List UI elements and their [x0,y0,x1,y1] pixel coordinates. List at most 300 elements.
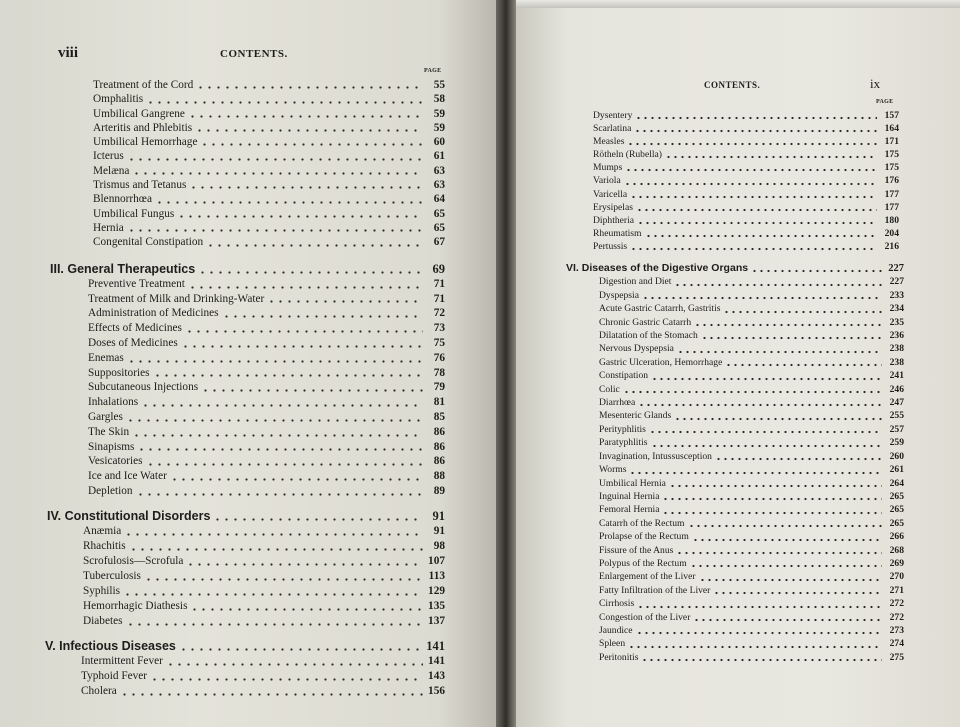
entry-title: Hemorrhagic Diathesis [83,600,188,612]
entry-title: Invagination, Intussusception [599,450,712,462]
page-number: 227 [889,276,904,288]
entry-title: Typhoid Fever [81,670,148,682]
dot-leader [690,561,882,571]
toc-entry [93,107,445,121]
dot-leader [132,428,423,439]
toc-entry [566,396,904,409]
dot-leader [693,614,882,624]
dot-leader [637,217,877,227]
toc-group [45,639,445,699]
toc-entry [566,409,904,422]
toc-entry [566,597,904,610]
dot-leader [195,124,423,135]
section-title: VI. Diseases of the Digestive Organs [566,262,749,274]
toc-entry [566,342,904,355]
page-number: 91 [432,509,445,523]
toc-entry [593,188,899,201]
toc-entry [50,425,445,440]
dot-leader [123,588,423,599]
toc-entry [566,490,904,503]
page-number: 266 [889,531,904,543]
entry-title: Spleen [599,638,626,650]
dot-leader [144,573,423,584]
page-number: 64 [433,193,445,206]
dot-leader [188,280,423,291]
toc-entry [93,192,445,206]
dot-leader [723,306,882,316]
entry-title: Catarrh of the Rectum [599,517,685,529]
entry-title: Rheumatism [593,227,642,239]
page-number: 265 [889,504,904,516]
toc-entry [50,395,445,410]
dot-leader [146,458,423,469]
toc-entry [566,289,904,302]
toc-entry [566,369,904,382]
dot-leader [638,400,882,410]
entry-title: Vesicatories [88,455,143,468]
entry-title: Fatty Infiltration of the Liver [599,584,711,596]
dot-leader [185,325,423,336]
toc-entry [50,469,445,484]
toc-entry [50,277,445,292]
page-number: 247 [889,397,904,409]
toc-entry [566,530,904,543]
entry-title: Rhachitis [83,540,126,552]
toc-entry [593,240,899,253]
dot-leader [189,181,423,192]
dot-leader [651,440,883,450]
page-number: 156 [428,685,445,697]
toc-entry [593,109,899,122]
dot-leader [206,238,423,249]
toc-entry [566,557,904,570]
page-number: 255 [889,410,904,422]
entry-title: Effects of Medicines [88,322,182,335]
entry-title: Measles [593,136,625,148]
page-number: 137 [428,615,445,627]
page-number: 273 [889,624,904,636]
page-number: 67 [433,236,445,249]
entry-title: Doses of Medicines [88,336,178,349]
entry-title: Omphalitis [93,93,144,106]
page-number: 141 [426,639,445,653]
dot-leader [677,346,882,356]
toc-entry [566,477,904,490]
dot-leader [222,310,423,321]
page-number: 270 [889,571,904,583]
section-heading [47,509,445,524]
dot-leader [153,369,423,380]
dot-leader [136,487,423,498]
entry-title: Cirrhosis [599,598,635,610]
entry-title: Pertussis [593,240,628,252]
entry-title: Ice and Ice Water [88,470,167,483]
dot-leader [126,618,423,629]
toc-entry [93,121,445,135]
page-number: 216 [884,240,899,252]
page-number: 177 [884,188,899,200]
toc-entry [566,651,904,664]
dot-leader [267,295,423,306]
section-title: IV. Constitutional Disorders [47,509,211,523]
page-number: 71 [433,292,445,305]
toc-entry [93,235,445,249]
entry-title: Erysipelas [593,201,633,213]
dot-leader [624,178,877,188]
entry-title: Nervous Dyspepsia [599,343,674,355]
entry-title: Tuberculosis [83,570,141,582]
entry-title: Chronic Gastric Catarrh [599,316,692,328]
toc-entry [566,517,904,530]
dot-leader [127,152,423,163]
entry-title: Melæna [93,164,130,177]
entry-title: Treatment of Milk and Drinking-Water [88,292,265,305]
page-number: 63 [433,179,445,192]
page-number: 233 [889,289,904,301]
page-number: 235 [889,316,904,328]
toc-group [566,262,904,664]
right-page-column-label: PAGE [876,99,894,105]
page-number: 135 [428,600,445,612]
entry-title: Dilatation of the Stomach [599,330,698,342]
section-heading [45,639,445,654]
entry-title: Subcutaneous Injections [88,381,199,394]
entry-title: Syphilis [83,585,121,597]
toc-entry [45,684,445,699]
entry-title: Diphtheria [593,214,635,226]
dot-leader [674,279,882,289]
dot-leader [155,195,423,206]
toc-entry [47,524,445,539]
toc-entry [593,161,899,174]
page-number: 260 [889,450,904,462]
page-number: 72 [433,307,445,320]
toc-entry [47,539,445,554]
page-number: 257 [889,423,904,435]
toc-entry [50,351,445,366]
dot-leader [649,427,882,437]
page-number: 113 [428,570,445,582]
dot-leader [751,265,882,276]
toc-entry [566,356,904,369]
page-number: 157 [884,110,899,121]
left-page-column-label: PAGE [424,68,442,74]
entry-title: Peritonitis [599,651,639,663]
entry-title: Congenital Constipation [93,236,204,249]
entry-title: Worms [599,464,627,476]
toc-entry [50,410,445,425]
toc-entry [566,544,904,557]
entry-title: Icterus [93,150,124,163]
page-number: 89 [433,484,445,497]
entry-title: Dysentery [593,110,633,121]
toc-entry [566,275,904,288]
page-number: 175 [884,162,899,174]
page-number: 85 [433,410,445,423]
dot-leader [623,386,882,396]
section-title: V. Infectious Diseases [45,639,176,653]
page-number: 204 [884,227,899,239]
toc-entry [93,178,445,192]
dot-leader [701,333,882,343]
toc-entry [566,450,904,463]
dot-leader [676,547,882,557]
page-number: 78 [433,366,445,379]
toc-entry [50,321,445,336]
toc-entry [566,624,904,637]
dot-leader [630,191,877,201]
toc-entry [593,214,899,227]
toc-group [93,78,445,250]
page-number: 98 [433,540,445,552]
page-number: 81 [433,396,445,409]
toc-entry [593,201,899,214]
page-number: 234 [889,303,904,315]
page-number: 107 [428,555,445,567]
page-number: 69 [432,262,445,276]
dot-leader [196,81,423,92]
toc-entry [93,221,445,235]
entry-title: Administration of Medicines [88,307,219,320]
entry-title: Femoral Hernia [599,504,660,516]
entry-title: Umbilical Fungus [93,207,175,220]
entry-title: Scarlatina [593,123,632,135]
entry-title: Umbilical Hemorrhage [93,136,198,149]
entry-title: Mesenteric Glands [599,410,672,422]
section-title: III. General Therapeutics [50,262,196,276]
dot-leader [213,512,423,525]
entry-title: Varicella [593,188,628,200]
dot-leader [629,467,882,477]
toc-entry [93,149,445,163]
page-number: 75 [433,336,445,349]
dot-leader [630,243,877,253]
entry-title: Prolapse of the Rectum [599,531,689,543]
toc-entry [50,484,445,499]
toc-entry [566,423,904,436]
page-number: 79 [433,381,445,394]
section-heading [566,262,904,275]
entry-title: Dyspepsia [599,289,639,301]
toc-entry [50,306,445,321]
entry-title: Hernia [93,221,124,234]
entry-title: Jaundice [599,624,633,636]
page-number: 274 [889,638,904,650]
entry-title: Anæmia [83,525,122,537]
page-number: 58 [433,93,445,106]
toc-entry [47,584,445,599]
toc-entry [566,611,904,624]
dot-leader [645,230,878,240]
toc-entry [566,329,904,342]
entry-title: Sinapisms [88,440,135,453]
dot-leader [186,558,423,569]
dot-leader [132,167,423,178]
page-number: 88 [433,470,445,483]
page-number: 272 [889,611,904,623]
page-number: 180 [884,214,899,226]
dot-leader [120,688,423,699]
page-number: 143 [428,670,445,682]
entry-title: Diabetes [83,615,123,627]
page-number: 246 [889,383,904,395]
page-number: 171 [884,136,899,148]
entry-title: Umbilical Hernia [599,477,666,489]
entry-title: Fissure of the Anus [599,544,674,556]
page-number: 236 [889,330,904,342]
toc-entry [93,92,445,106]
entry-title: Constipation [599,370,649,382]
toc-entry [593,227,899,240]
dot-leader [146,95,423,106]
right-folio: ix [870,76,881,91]
page-number: 73 [433,322,445,335]
page-number: 129 [428,585,445,597]
left-folio: viii [58,45,79,61]
toc-entry [93,135,445,149]
toc-entry [47,554,445,569]
toc-entry [93,164,445,178]
toc-entry [593,148,899,161]
page-number: 61 [433,150,445,163]
page-number: 265 [889,490,904,502]
entry-title: Inhalations [88,396,139,409]
entry-title: Trismus and Tetanus [93,179,187,192]
dot-leader [662,507,882,517]
page-number: 271 [889,584,904,596]
entry-title: Colic [599,383,620,395]
toc-entry [50,440,445,455]
entry-title: Depletion [88,484,133,497]
entry-title: Mumps [593,162,623,174]
entry-title: Polypus of the Rectum [599,557,687,569]
dot-leader [725,360,882,370]
dot-leader [201,384,423,395]
dot-leader [198,264,423,277]
entry-title: Enemas [88,351,124,364]
section-heading [50,262,445,277]
entry-title: Umbilical Gangrene [93,107,185,120]
dot-leader [665,152,877,162]
dot-leader [188,110,423,121]
toc-entry [47,569,445,584]
dot-leader [662,494,882,504]
dot-leader [166,658,423,669]
dot-leader [674,413,882,423]
toc-entry [50,454,445,469]
toc-entry [93,78,445,92]
dot-leader [179,642,422,655]
dot-leader [127,354,423,365]
entry-title: Treatment of the Cord [93,79,194,91]
page-number: 65 [433,221,445,234]
page-number: 269 [889,557,904,569]
dot-leader [636,204,877,214]
entry-title: Gargles [88,410,123,423]
entry-title: The Skin [88,425,130,438]
page-number: 268 [889,544,904,556]
page-number: 261 [889,464,904,476]
dot-leader [642,293,882,303]
dot-leader [688,521,882,531]
page-number: 227 [888,263,904,274]
dot-leader [694,319,882,329]
page-number: 86 [433,440,445,453]
right-running-head: CONTENTS. [704,80,761,90]
entry-title: Arteritis and Phlebitis [93,121,193,134]
left-running-head: CONTENTS. [220,48,288,60]
toc-entry [566,584,904,597]
entry-title: Diarrhœa [599,397,636,409]
toc-entry [593,174,899,187]
dot-leader [625,165,877,175]
page-number: 175 [884,149,899,161]
page-number: 259 [889,437,904,449]
dot-leader [669,480,882,490]
entry-title: Variola [593,175,621,187]
dot-leader [150,673,423,684]
page-number: 272 [889,598,904,610]
entry-title: Scrofulosis—Scrofula [83,555,184,567]
page-number: 76 [433,351,445,364]
entry-title: Preventive Treatment [88,277,185,290]
toc-group [593,109,899,253]
dot-leader [137,443,423,454]
toc-entry [566,316,904,329]
dot-leader [200,138,423,149]
toc-entry [45,654,445,669]
page-number: 275 [889,651,904,663]
page-number: 177 [884,201,899,213]
page-number: 238 [889,343,904,355]
dot-leader [124,528,423,539]
toc-entry [566,302,904,315]
entry-title: Intermittent Fever [81,655,163,667]
entry-title: Blennorrhœa [93,193,152,206]
toc-group [47,509,445,629]
toc-entry [50,336,445,351]
dot-leader [190,603,423,614]
dot-leader [127,224,423,235]
entry-title: Paratyphlitis [599,437,648,449]
toc-entry [45,669,445,684]
page-number: 264 [889,477,904,489]
entry-title: Enlargement of the Liver [599,571,696,583]
toc-entry [47,614,445,629]
dot-leader [129,543,423,554]
entry-title: Congestion of the Liver [599,611,691,623]
toc-entry [593,135,899,148]
page-number: 238 [889,356,904,368]
toc-entry [93,207,445,221]
page-number: 65 [433,207,445,220]
page-number: 91 [433,525,445,537]
dot-leader [699,574,882,584]
page-number: 265 [889,517,904,529]
page-number: 141 [428,655,445,667]
page-number: 63 [433,164,445,177]
dot-leader [692,534,882,544]
entry-title: Perityphlitis [599,423,646,435]
toc-entry [566,383,904,396]
toc-entry [566,463,904,476]
entry-title: Digestion and Diet [599,276,672,288]
toc-entry [566,503,904,516]
entry-title: Gastric Ulceration, Hemorrhage [599,356,723,368]
dot-leader [715,454,882,464]
toc-entry [50,380,445,395]
toc-entry [50,366,445,381]
